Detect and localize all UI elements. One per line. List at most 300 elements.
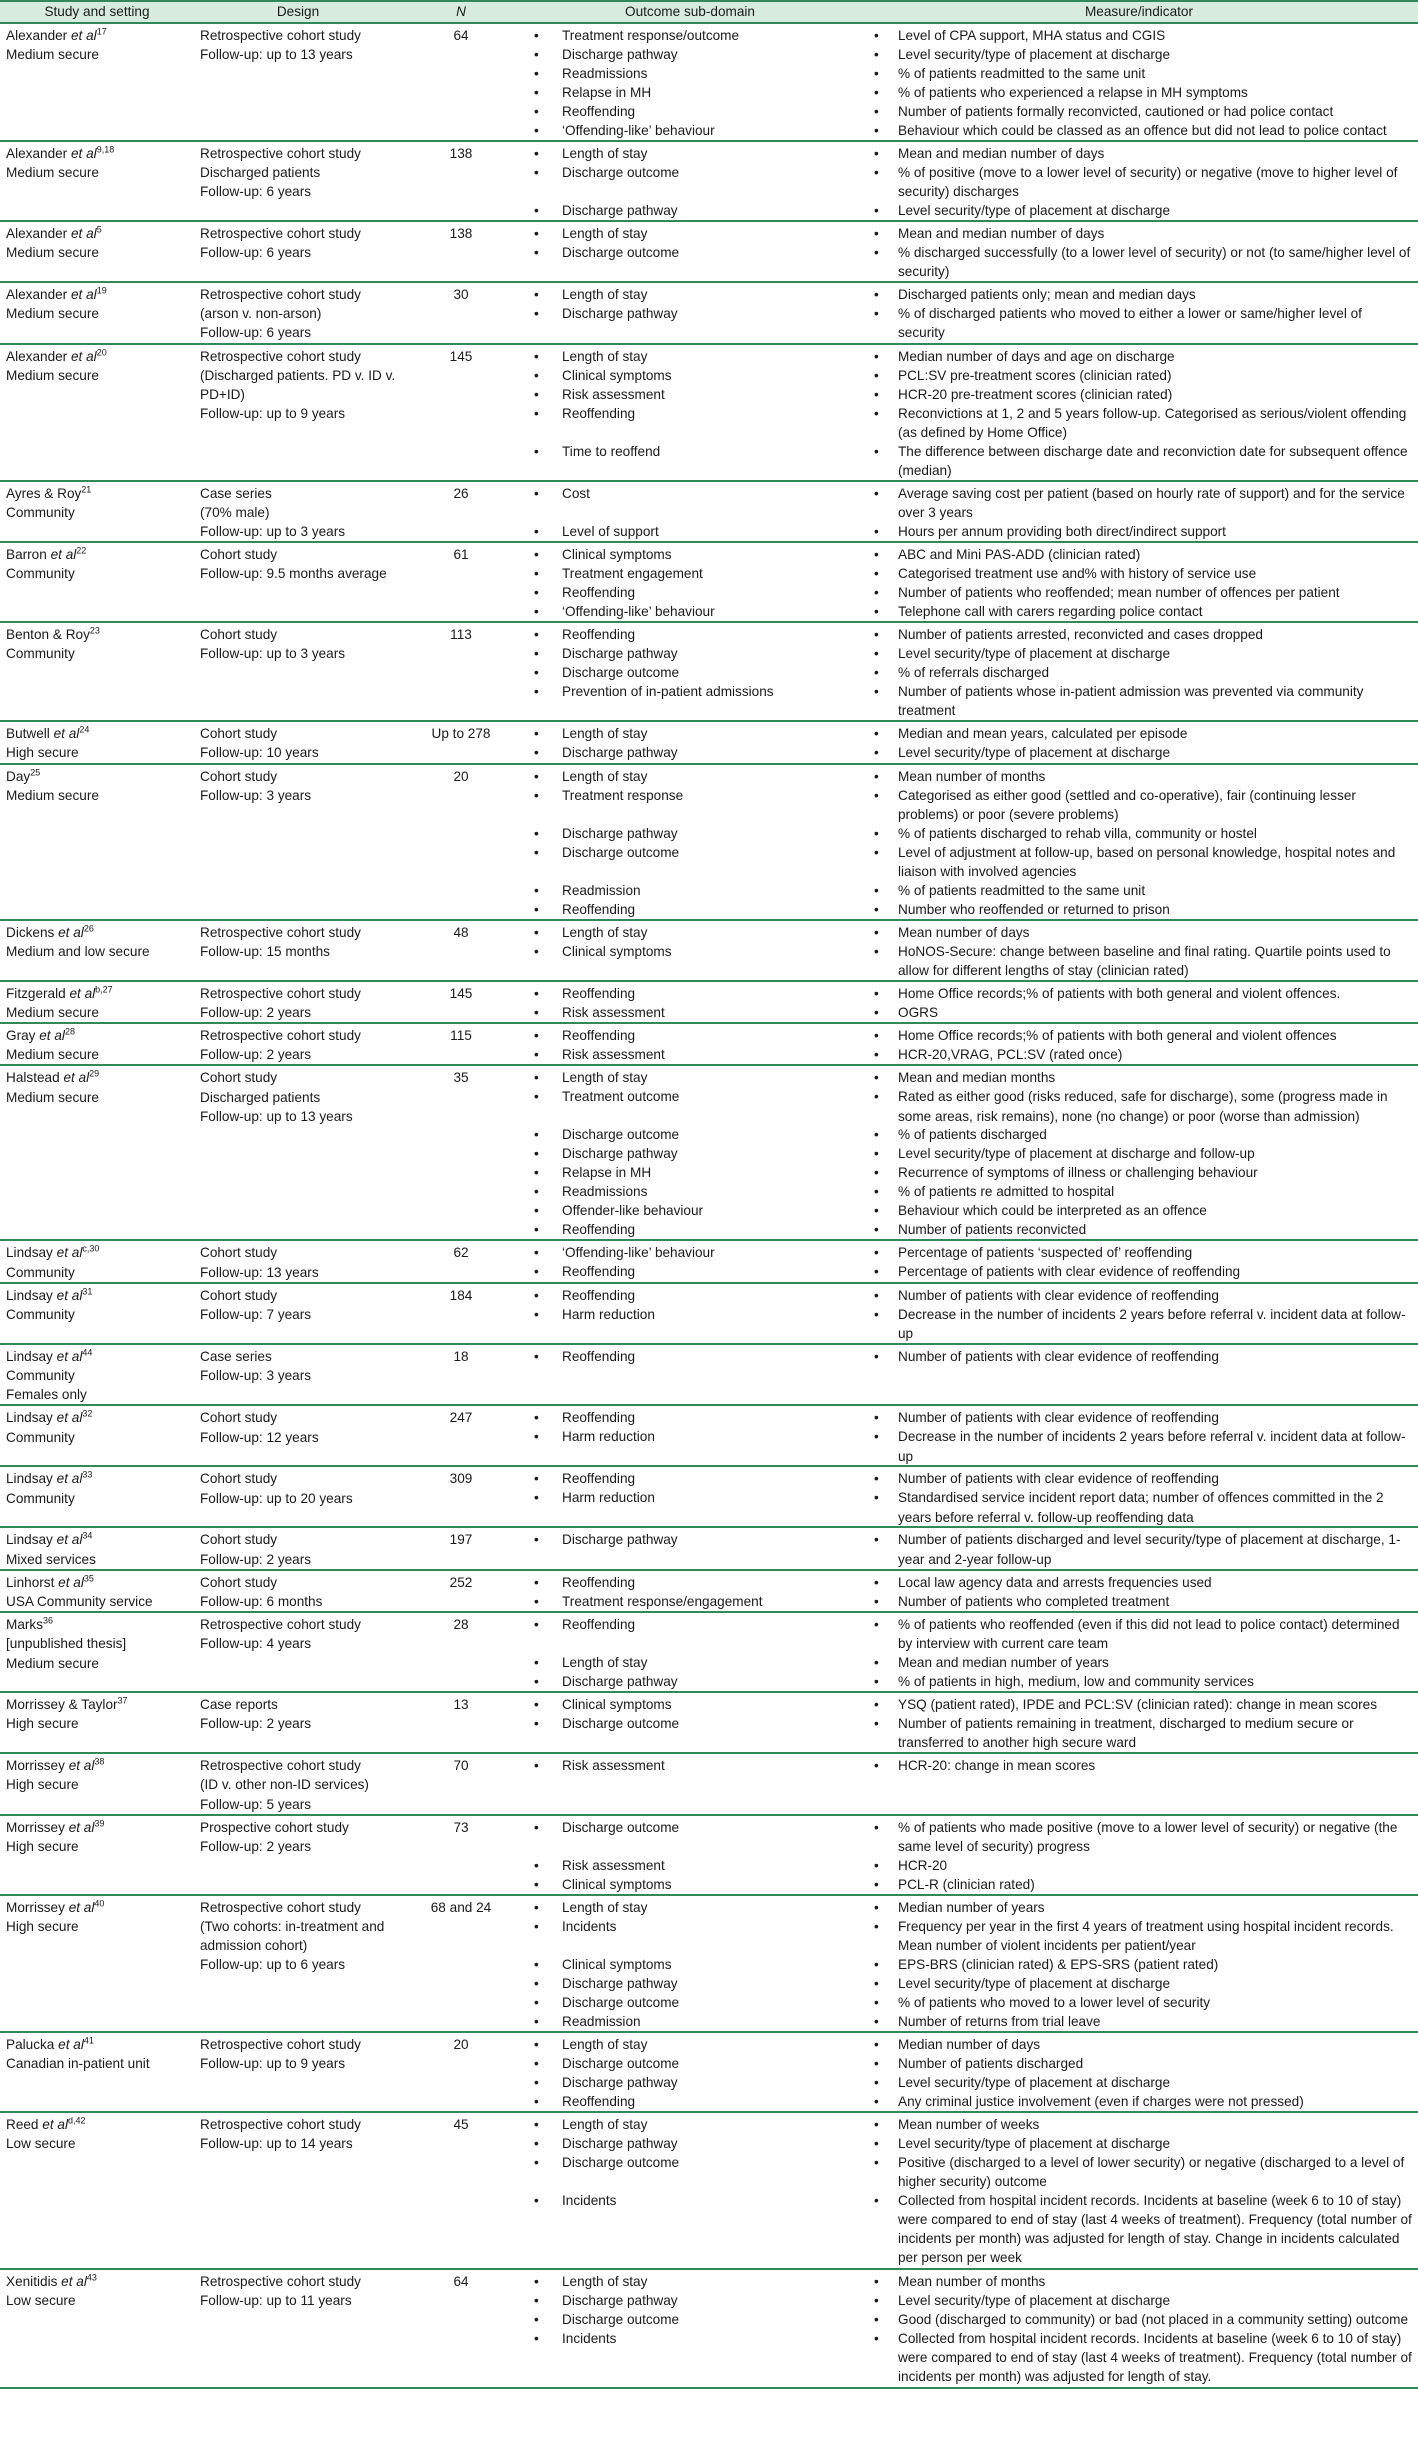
design-line: Follow-up: up to 6 years <box>200 1957 346 1973</box>
design-line: Follow-up: 12 years <box>200 1429 319 1445</box>
measure-item: • % of patients readmitted to the same unit <box>866 881 1412 900</box>
reference-number: 41 <box>83 2035 94 2046</box>
outcome-item: • Reoffending <box>526 1220 854 1239</box>
study-cell <box>0 141 194 221</box>
outcome-cell <box>520 1283 860 1344</box>
study-cell <box>0 2112 194 2269</box>
measure-item: • Level security/type of placement at discharge <box>866 644 1412 663</box>
design-line: Follow-up: 3 years <box>200 1368 312 1384</box>
measure-cell <box>860 1240 1418 1282</box>
outcome-item: • ‘Offending-like’ behaviour <box>526 1243 854 1262</box>
design-line: Follow-up: up to 20 years <box>200 1490 353 1506</box>
outcome-item: • Clinical symptoms <box>526 942 854 980</box>
outcome-item: • Length of stay <box>526 285 854 304</box>
measure-cell <box>860 221 1418 282</box>
outcome-item: • Discharge pathway <box>526 1144 854 1163</box>
design-cell <box>194 221 402 282</box>
outcome-item: • Reoffending <box>526 2092 854 2111</box>
outcome-item: • Length of stay <box>526 767 854 786</box>
outcome-cell <box>520 1023 860 1065</box>
table-row <box>0 920 1418 981</box>
outcome-item: • Relapse in MH <box>526 1163 854 1182</box>
study-setting: Canadian in-patient unit <box>6 2056 150 2072</box>
measure-item: • Number of patients remaining in treatment, discharged to medium secure or transferred to another high secure ward <box>866 1714 1412 1752</box>
reference-number: 19 <box>96 285 107 296</box>
study-cell <box>0 764 194 920</box>
table-row <box>0 1283 1418 1344</box>
et-al: et al <box>56 1287 83 1303</box>
reference-number: 38 <box>94 1756 105 1767</box>
study-name <box>6 224 188 243</box>
design-cell <box>194 1753 402 1815</box>
reference-number: 26 <box>83 923 94 934</box>
outcome-list <box>526 1286 854 1343</box>
reference-number: 9,18 <box>96 144 115 155</box>
outcome-item: • Reoffending <box>526 984 854 1003</box>
measure-item: • Rated as either good (risks reduced, safe for discharge), some (progress made in some areas, risk remains), none (no change) or poor (worse than admission) <box>866 1087 1412 1125</box>
measure-item: • % of patients discharged <box>866 1125 1412 1144</box>
outcome-list <box>526 347 854 480</box>
n-cell: 184 <box>449 1287 473 1303</box>
measure-item: • % of patients who reoffended (even if this did not lead to police contact) determined by interview with current care team <box>866 1615 1412 1653</box>
outcome-item: • Reoffending <box>526 1408 854 1427</box>
measure-item: • Mean number of weeks <box>866 2115 1412 2134</box>
outcome-item: • Treatment response <box>526 786 854 824</box>
study-cell <box>0 221 194 282</box>
outcome-item: • Discharge pathway <box>526 743 854 762</box>
measure-item: • HCR-20: change in mean scores <box>866 1756 1412 1775</box>
study-author: Alexander <box>6 348 71 364</box>
n-cell: 35 <box>453 1070 469 1086</box>
design-line: Cohort study <box>200 1471 278 1487</box>
design-cell <box>194 542 402 622</box>
n-cell: 70 <box>453 1758 469 1774</box>
outcome-item: • Reoffending <box>526 1615 854 1653</box>
design-cell <box>194 920 402 981</box>
outcome-item: • Reoffending <box>526 404 854 442</box>
study-setting: USA Community service <box>6 1594 153 1610</box>
design-line: Follow-up: 9.5 months average <box>200 566 387 582</box>
outcome-item: • Discharge pathway <box>526 2291 854 2310</box>
n-cell: 145 <box>449 985 473 1001</box>
outcome-list <box>526 26 854 140</box>
design-cell <box>194 1240 402 1282</box>
study-author: Linhorst <box>6 1574 59 1590</box>
study-name <box>6 484 188 503</box>
study-author: Halstead <box>6 1070 64 1086</box>
measure-item: • Number of patients arrested, reconvicted and cases dropped <box>866 625 1412 644</box>
outcome-item: • Clinical symptoms <box>526 1955 854 1974</box>
study-cell <box>0 1283 194 1344</box>
outcome-item: • Length of stay <box>526 144 854 163</box>
design-line: PD+ID) <box>200 387 245 403</box>
outcome-cell <box>520 1570 860 1612</box>
outcome-item: • Discharge outcome <box>526 1125 854 1144</box>
outcome-list <box>526 1469 854 1526</box>
study-setting: Community <box>6 1307 75 1323</box>
reference-number: 31 <box>82 1286 93 1297</box>
measure-cell <box>860 1895 1418 2032</box>
outcome-item: • Length of stay <box>526 2035 854 2054</box>
outcome-cell <box>520 1065 860 1240</box>
study-name <box>6 1286 188 1305</box>
outcome-list <box>526 1898 854 2031</box>
measure-list <box>866 1026 1412 1064</box>
outcome-cell <box>520 1612 860 1692</box>
study-name <box>6 1615 188 1634</box>
design-line: Cohort study <box>200 768 278 784</box>
outcome-cell <box>520 1466 860 1527</box>
study-name <box>6 1573 188 1592</box>
measure-item: • HCR-20,VRAG, PCL:SV (rated once) <box>866 1045 1412 1064</box>
n-cell: 138 <box>449 226 473 241</box>
n-cell: 138 <box>449 146 473 161</box>
et-al: et al <box>56 1532 83 1548</box>
et-al: et al <box>56 1245 83 1261</box>
outcome-list <box>526 984 854 1022</box>
outcome-list <box>526 2272 854 2387</box>
reference-number: 40 <box>94 1898 105 1909</box>
outcome-item: • Clinical symptoms <box>526 1695 854 1714</box>
study-author: Lindsay <box>6 1245 57 1261</box>
outcome-item: • Clinical symptoms <box>526 366 854 385</box>
outcome-item: • Harm reduction <box>526 1488 854 1526</box>
measure-item: • Collected from hospital incident records. Incidents at baseline (week 6 to 10 of stay) were compared to end of stay (last 4 weeks of treatment). Frequency (total number of incidents per month) was adjusted for length of stay. Change in incidents calculated per person per week <box>866 2191 1412 2268</box>
outcome-cell <box>520 1753 860 1815</box>
reference-number: 5 <box>96 224 102 235</box>
table-row <box>0 1240 1418 1282</box>
study-name <box>6 625 188 644</box>
table-row <box>0 981 1418 1023</box>
measure-cell <box>860 1023 1418 1065</box>
measure-cell <box>860 282 1418 344</box>
design-cell <box>194 1527 402 1569</box>
design-line: Retrospective cohort study <box>200 924 361 940</box>
study-name <box>6 2115 188 2134</box>
study-cell <box>0 981 194 1023</box>
measure-cell <box>860 1612 1418 1692</box>
measure-item: • Median number of days and age on discharge <box>866 347 1412 366</box>
design-line: Prospective cohort study <box>200 1819 349 1835</box>
measure-item: • Discharged patients only; mean and median days <box>866 285 1412 304</box>
table-row <box>0 764 1418 920</box>
outcome-list <box>526 767 854 919</box>
outcome-list <box>526 224 854 281</box>
study-setting: Medium secure <box>6 1655 99 1671</box>
study-setting: [unpublished thesis] <box>6 1636 127 1652</box>
design-line: Cohort study <box>200 726 278 742</box>
n-cell: 252 <box>449 1574 473 1590</box>
outcome-item: • Level of support <box>526 522 854 541</box>
design-cell <box>194 1612 402 1692</box>
measure-item: • Level security/type of placement at discharge <box>866 743 1412 762</box>
study-setting: High secure <box>6 1919 79 1935</box>
study-name <box>6 26 188 45</box>
design-line: (Discharged patients. PD v. ID v. <box>200 367 396 383</box>
measure-item: • Level security/type of placement at discharge <box>866 1974 1412 1993</box>
design-cell <box>194 764 402 920</box>
et-al: et al <box>71 28 97 43</box>
measure-cell <box>860 721 1418 763</box>
measure-item: • Mean number of months <box>866 2272 1412 2291</box>
design-line: (70% male) <box>200 504 270 520</box>
design-line: admission cohort) <box>200 1938 308 1954</box>
study-setting: Medium secure <box>6 1004 99 1020</box>
measure-item: • OGRS <box>866 1003 1412 1022</box>
outcome-cell <box>520 1527 860 1569</box>
outcome-item: • Discharge outcome <box>526 2153 854 2191</box>
outcome-cell <box>520 344 860 481</box>
design-line: Retrospective cohort study <box>200 226 361 241</box>
design-line: Follow-up: 6 months <box>200 1594 323 1610</box>
table-row <box>0 1815 1418 1895</box>
measure-cell <box>860 764 1418 920</box>
study-author: Palucka <box>6 2036 59 2052</box>
design-line: Retrospective cohort study <box>200 2273 361 2289</box>
n-cell: 145 <box>449 348 473 364</box>
outcome-item: • Risk assessment <box>526 1856 854 1875</box>
measure-item: • Median number of years <box>866 1898 1412 1917</box>
measure-cell <box>860 141 1418 221</box>
design-line: Retrospective cohort study <box>200 1028 361 1044</box>
measure-item: • Recurrence of symptoms of illness or challenging behaviour <box>866 1163 1412 1182</box>
outcome-item: • ‘Offending-like’ behaviour <box>526 602 854 621</box>
study-author: Barron <box>6 547 51 563</box>
reference-number: 22 <box>76 545 87 556</box>
table-row <box>0 141 1418 221</box>
study-name <box>6 1243 188 1262</box>
design-cell <box>194 1692 402 1753</box>
measure-item: • Number of patients formally reconvicted, cautioned or had police contact <box>866 102 1412 121</box>
study-setting: Low secure <box>6 2136 76 2152</box>
measure-item: • Level of adjustment at follow-up, based on personal knowledge, hospital notes and liaison with involved agencies <box>866 843 1412 881</box>
measure-list <box>866 1068 1412 1239</box>
study-cell <box>0 1815 194 1895</box>
study-cell <box>0 1570 194 1612</box>
measure-item: • Mean number of days <box>866 923 1412 942</box>
outcome-item: • Discharge pathway <box>526 2073 854 2092</box>
measure-list <box>866 1573 1412 1611</box>
measure-item: • Mean and median number of years <box>866 1653 1412 1672</box>
study-setting: Medium secure <box>6 306 99 322</box>
study-name <box>6 285 188 304</box>
study-name <box>6 1818 188 1837</box>
et-al: et al <box>71 287 97 302</box>
design-line: Case reports <box>200 1697 278 1713</box>
et-al: et al <box>53 726 80 742</box>
measure-list <box>866 1347 1412 1366</box>
study-name <box>6 1026 188 1045</box>
reference-number: b,27 <box>95 984 113 995</box>
measure-cell <box>860 1753 1418 1815</box>
n-cell: 68 and 24 <box>430 1899 492 1915</box>
outcome-list <box>526 1408 854 1465</box>
measure-item: • Collected from hospital incident records. Incidents at baseline (week 6 to 10 of stay) were compared to end of stay (last 4 weeks of treatment). Frequency (total number of incidents per month) was adjusted for length of stay. <box>866 2329 1412 2387</box>
outcome-item: • Discharge outcome <box>526 2054 854 2073</box>
outcome-list <box>526 1615 854 1691</box>
outcome-item: • Readmissions <box>526 64 854 83</box>
study-cell <box>0 1692 194 1753</box>
outcome-cell <box>520 221 860 282</box>
outcome-item: • Reoffending <box>526 1573 854 1592</box>
outcome-cell <box>520 141 860 221</box>
measure-cell <box>860 1283 1418 1344</box>
design-line: Retrospective cohort study <box>200 1899 361 1915</box>
measure-item: • Level security/type of placement at discharge <box>866 2134 1412 2153</box>
outcome-item: • Reoffending <box>526 1026 854 1045</box>
measure-item: • HCR-20 <box>866 1856 1412 1875</box>
measure-item: • Mean and median months <box>866 1068 1412 1087</box>
measure-item: • Median and mean years, calculated per episode <box>866 724 1412 743</box>
measure-item: • Level security/type of placement at discharge <box>866 201 1412 220</box>
outcome-cell <box>520 1815 860 1895</box>
outcome-item: • Discharge pathway <box>526 824 854 843</box>
study-name <box>6 724 188 743</box>
outcome-item: • Discharge outcome <box>526 1818 854 1856</box>
study-author: Lindsay <box>6 1410 57 1426</box>
measure-list <box>866 224 1412 281</box>
study-name <box>6 1756 188 1775</box>
table-row <box>0 2112 1418 2269</box>
study-cell <box>0 1753 194 1815</box>
outcome-item: • Reoffending <box>526 1347 854 1366</box>
measure-item: • Mean number of months <box>866 767 1412 786</box>
design-cell <box>194 1570 402 1612</box>
measure-item: • Number of patients with clear evidence of reoffending <box>866 1347 1412 1366</box>
measure-item: • The difference between discharge date and reconviction date for subsequent offence (median) <box>866 442 1412 480</box>
study-cell <box>0 721 194 763</box>
design-line: Follow-up: 2 years <box>200 1004 312 1020</box>
design-line: Follow-up: 2 years <box>200 1047 312 1063</box>
measure-cell <box>860 2112 1418 2269</box>
design-cell <box>194 344 402 481</box>
study-cell <box>0 1240 194 1282</box>
measure-item: • % of patients who experienced a relapse in MH symptoms <box>866 83 1412 102</box>
design-line: Discharged patients <box>200 165 321 181</box>
measure-item: • Number of patients with clear evidence of reoffending <box>866 1469 1412 1488</box>
study-name <box>6 1898 188 1917</box>
outcome-item: • Treatment response/engagement <box>526 1592 854 1611</box>
et-al: et al <box>71 146 97 161</box>
study-author: Alexander <box>6 226 71 241</box>
measure-item: • Level of CPA support, MHA status and CGIS <box>866 26 1412 45</box>
study-cell <box>0 282 194 344</box>
design-cell <box>194 2032 402 2112</box>
n-cell: 48 <box>453 924 469 940</box>
outcome-item: • Reoffending <box>526 102 854 121</box>
measure-item: • % of patients who moved to a lower level of security <box>866 1993 1412 2012</box>
study-name <box>6 1695 188 1714</box>
measure-list <box>866 1756 1412 1775</box>
measure-cell <box>860 344 1418 481</box>
study-author: Morrissey <box>6 1819 69 1835</box>
outcome-list <box>526 1068 854 1239</box>
design-line: Retrospective cohort study <box>200 1758 361 1774</box>
design-line: Follow-up: 3 years <box>200 787 312 803</box>
measure-cell <box>860 1065 1418 1240</box>
measure-item: • % discharged successfully (to a lower level of security) or not (to same/higher level of security) <box>866 243 1412 281</box>
design-line: Cohort study <box>200 627 278 643</box>
measure-item: • HCR-20 pre-treatment scores (clinician rated) <box>866 385 1412 404</box>
measure-item: • % of patients who made positive (move to a lower level of security) or negative (the same level of security) progress <box>866 1818 1412 1856</box>
table-header <box>0 1 1418 23</box>
reference-number: 28 <box>64 1026 75 1037</box>
measure-list <box>866 2115 1412 2268</box>
study-setting: Medium secure <box>6 245 99 261</box>
outcome-item: • Harm reduction <box>526 1305 854 1343</box>
table-body <box>0 23 1418 2388</box>
n-cell: 115 <box>450 1028 472 1044</box>
measure-item: • Number of patients whose in-patient admission was prevented via community treatment <box>866 682 1412 720</box>
table-row <box>0 721 1418 763</box>
design-line: Follow-up: 13 years <box>200 1264 319 1280</box>
measure-item: • PCL:SV pre-treatment scores (clinician rated) <box>866 366 1412 385</box>
outcome-cell <box>520 764 860 920</box>
measure-list <box>866 1898 1412 2031</box>
outcome-list <box>526 1530 854 1568</box>
outcome-item: • Discharge outcome <box>526 1993 854 2012</box>
n-cell: 62 <box>453 1245 469 1261</box>
measure-list <box>866 285 1412 342</box>
design-line: Follow-up: up to 9 years <box>200 2056 346 2072</box>
outcome-item: • Discharge pathway <box>526 1530 854 1568</box>
study-author: Lindsay <box>6 1348 57 1364</box>
measure-list <box>866 1818 1412 1894</box>
outcome-cell <box>520 1405 860 1466</box>
measure-list <box>866 923 1412 980</box>
design-line: Follow-up: 6 years <box>200 245 312 261</box>
reference-number: 24 <box>79 724 90 735</box>
design-cell <box>194 1895 402 2032</box>
outcome-list <box>526 2115 854 2268</box>
study-setting: Low secure <box>6 2293 76 2309</box>
study-author: Xenitidis <box>6 2273 62 2289</box>
study-cell <box>0 1023 194 1065</box>
measure-list <box>866 144 1412 220</box>
measure-item: • Frequency per year in the first 4 years of treatment using hospital incident records. Mean number of violent incidents per patient/year <box>866 1917 1412 1955</box>
measure-item: • % of patients readmitted to the same unit <box>866 64 1412 83</box>
header-outcome: Outcome sub-domain <box>520 1 860 23</box>
outcome-item: • Length of stay <box>526 2272 854 2291</box>
n-cell: 113 <box>450 627 472 643</box>
outcome-item: • Offender-like behaviour <box>526 1201 854 1220</box>
measure-item: • Number of patients discharged and level security/type of placement at discharge, 1-year and 2-year follow-up <box>866 1530 1412 1568</box>
measure-item: • Decrease in the number of incidents 2 years before referral v. incident data at follow-up <box>866 1305 1412 1343</box>
study-setting: High secure <box>6 1777 79 1793</box>
outcome-item: • Discharge outcome <box>526 1714 854 1752</box>
et-al: et al <box>56 1348 83 1364</box>
study-name <box>6 1068 188 1087</box>
measure-item: • ABC and Mini PAS-ADD (clinician rated) <box>866 545 1412 564</box>
outcome-cell <box>520 2269 860 2388</box>
measure-item: • Behaviour which could be interpreted as an offence <box>866 1201 1412 1220</box>
design-line: Follow-up: up to 3 years <box>200 646 346 662</box>
design-line: Follow-up: 7 years <box>200 1307 312 1323</box>
measure-cell <box>860 481 1418 543</box>
measure-item: • % of referrals discharged <box>866 663 1412 682</box>
design-cell <box>194 2112 402 2269</box>
outcome-list <box>526 1026 854 1064</box>
outcome-item: • Discharge pathway <box>526 45 854 64</box>
study-cell <box>0 2269 194 2388</box>
outcome-cell <box>520 1692 860 1753</box>
measure-item: • Level security/type of placement at discharge <box>866 45 1412 64</box>
et-al: et al <box>39 1028 65 1044</box>
header-measure: Measure/indicator <box>860 1 1418 23</box>
outcome-item: • Discharge pathway <box>526 2134 854 2153</box>
measure-item: • PCL-R (clinician rated) <box>866 1875 1412 1894</box>
outcome-item: • Discharge pathway <box>526 644 854 663</box>
